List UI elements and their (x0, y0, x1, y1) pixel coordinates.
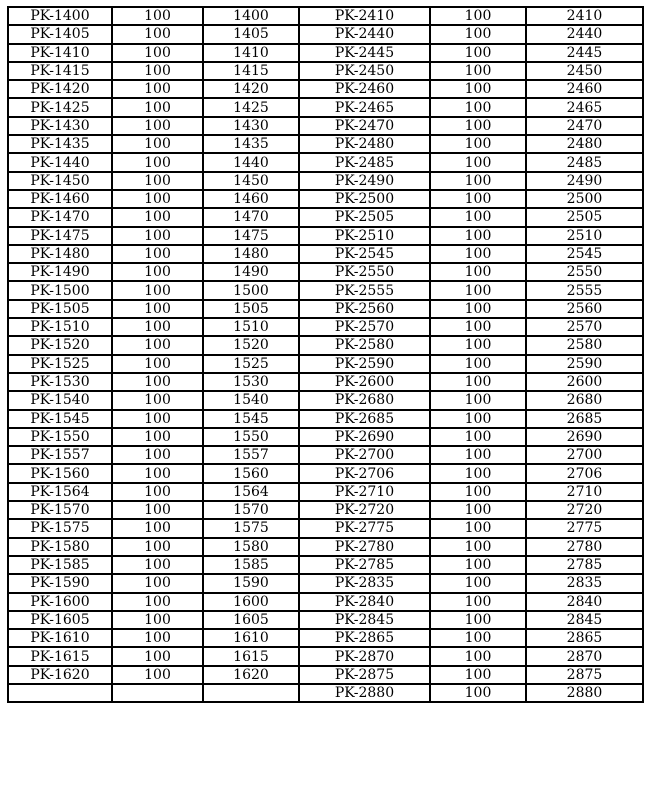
table-cell: 1420 (203, 80, 299, 98)
table-cell: 2875 (526, 666, 643, 684)
table-cell: PK-1530 (8, 373, 112, 391)
table-cell: 100 (112, 7, 203, 25)
table-cell: 2580 (526, 336, 643, 354)
table-cell: 100 (430, 538, 526, 556)
table-cell: 2685 (526, 410, 643, 428)
table-cell: PK-2865 (299, 629, 430, 647)
table-cell: PK-1585 (8, 556, 112, 574)
table-cell: 100 (430, 611, 526, 629)
table-row (8, 62, 643, 80)
table-cell: PK-2880 (299, 684, 430, 702)
table-cell: 100 (430, 410, 526, 428)
table-cell: PK-1557 (8, 446, 112, 464)
table-cell: PK-1490 (8, 263, 112, 281)
table-cell: PK-2450 (299, 62, 430, 80)
table-cell: 2490 (526, 172, 643, 190)
table-cell: 100 (112, 336, 203, 354)
table-cell: PK-2775 (299, 519, 430, 537)
table-cell: 1570 (203, 501, 299, 519)
table-cell: PK-1510 (8, 318, 112, 336)
table-cell: 2545 (526, 245, 643, 263)
table-cell: 1510 (203, 318, 299, 336)
table-cell: PK-1450 (8, 172, 112, 190)
table-row (8, 446, 643, 464)
table-cell: 2600 (526, 373, 643, 391)
table-cell: PK-1405 (8, 25, 112, 43)
table-cell: PK-1575 (8, 519, 112, 537)
table-cell: 100 (112, 208, 203, 226)
table-cell: 1605 (203, 611, 299, 629)
table-cell: 1435 (203, 135, 299, 153)
table-cell: PK-2870 (299, 647, 430, 665)
table-cell: 100 (112, 464, 203, 482)
table-cell: PK-1410 (8, 44, 112, 62)
table-cell: PK-2505 (299, 208, 430, 226)
table-cell: 1490 (203, 263, 299, 281)
table-row (8, 428, 643, 446)
table-cell: 100 (430, 684, 526, 702)
table-row (8, 391, 643, 409)
table-cell: PK-2485 (299, 153, 430, 171)
table-cell: 2550 (526, 263, 643, 281)
table-cell: 100 (112, 446, 203, 464)
table-cell: PK-1610 (8, 629, 112, 647)
table-row (8, 629, 643, 647)
table-cell: PK-2706 (299, 464, 430, 482)
table-cell: 2470 (526, 117, 643, 135)
table-row (8, 666, 643, 684)
table-cell: 100 (430, 647, 526, 665)
table-cell: 2485 (526, 153, 643, 171)
table-cell: 1430 (203, 117, 299, 135)
table-row (8, 336, 643, 354)
table-cell: 100 (112, 98, 203, 116)
table-cell (8, 684, 112, 702)
table-cell: 1405 (203, 25, 299, 43)
table-cell: 100 (430, 172, 526, 190)
table-cell: 100 (430, 135, 526, 153)
table-cell: 2690 (526, 428, 643, 446)
table-cell: 1550 (203, 428, 299, 446)
table-row (8, 373, 643, 391)
table-cell: PK-1480 (8, 245, 112, 263)
table-cell: PK-1475 (8, 227, 112, 245)
table-row (8, 98, 643, 116)
table-cell: 2465 (526, 98, 643, 116)
table-cell: PK-1415 (8, 62, 112, 80)
table-cell: 100 (112, 611, 203, 629)
table-cell: 1410 (203, 44, 299, 62)
table-cell: 2720 (526, 501, 643, 519)
table-cell: 2505 (526, 208, 643, 226)
table-row (8, 7, 643, 25)
table-cell: 2680 (526, 391, 643, 409)
table-cell: PK-2590 (299, 355, 430, 373)
table-cell: 2880 (526, 684, 643, 702)
table-cell: PK-1620 (8, 666, 112, 684)
table-row (8, 593, 643, 611)
table-cell: PK-1440 (8, 153, 112, 171)
table-cell: 2840 (526, 593, 643, 611)
table-cell: 100 (112, 428, 203, 446)
table-cell: PK-1570 (8, 501, 112, 519)
table-cell: 100 (112, 519, 203, 537)
table-row (8, 281, 643, 299)
table-cell: PK-2690 (299, 428, 430, 446)
table-cell: PK-2785 (299, 556, 430, 574)
table-cell: PK-2700 (299, 446, 430, 464)
table-cell: PK-1600 (8, 593, 112, 611)
table-cell: 100 (112, 44, 203, 62)
table-cell: PK-2500 (299, 190, 430, 208)
table-row (8, 135, 643, 153)
table-cell: 100 (430, 245, 526, 263)
table-row (8, 245, 643, 263)
parts-table (7, 6, 644, 703)
table-cell: 1615 (203, 647, 299, 665)
table-cell: 100 (430, 117, 526, 135)
table-cell: 1540 (203, 391, 299, 409)
table-cell: 2845 (526, 611, 643, 629)
table-cell: 100 (112, 410, 203, 428)
table-cell: PK-2875 (299, 666, 430, 684)
table-cell: 100 (112, 263, 203, 281)
table-cell: 2500 (526, 190, 643, 208)
table-cell: PK-2780 (299, 538, 430, 556)
table-row (8, 172, 643, 190)
table-cell: PK-2720 (299, 501, 430, 519)
table-cell: 2450 (526, 62, 643, 80)
table-cell: 100 (430, 80, 526, 98)
table-cell: 1525 (203, 355, 299, 373)
table-cell: 100 (112, 666, 203, 684)
table-cell: 100 (112, 373, 203, 391)
table-row (8, 153, 643, 171)
table-cell: 100 (112, 281, 203, 299)
table-cell: 100 (430, 336, 526, 354)
table-cell: 2440 (526, 25, 643, 43)
table-cell: 2410 (526, 7, 643, 25)
table-cell: 1475 (203, 227, 299, 245)
table-row (8, 574, 643, 592)
table-cell: PK-2600 (299, 373, 430, 391)
table-row (8, 300, 643, 318)
table-cell: 100 (430, 227, 526, 245)
table-cell: 100 (112, 391, 203, 409)
table-row (8, 483, 643, 501)
table-cell: 1557 (203, 446, 299, 464)
table-row (8, 117, 643, 135)
table-cell: PK-1540 (8, 391, 112, 409)
table-cell: PK-1580 (8, 538, 112, 556)
table-cell: PK-1425 (8, 98, 112, 116)
table-cell: 2706 (526, 464, 643, 482)
table-row (8, 44, 643, 62)
table-cell: 100 (430, 391, 526, 409)
table-cell: 100 (430, 446, 526, 464)
table-cell: 100 (112, 300, 203, 318)
table-row (8, 190, 643, 208)
table-cell: 100 (430, 263, 526, 281)
table-cell: 100 (112, 25, 203, 43)
table-cell: PK-1605 (8, 611, 112, 629)
table-cell: 100 (430, 281, 526, 299)
table-cell: 100 (112, 629, 203, 647)
table-cell: 100 (430, 483, 526, 501)
table-cell: 100 (430, 666, 526, 684)
table-row (8, 611, 643, 629)
table-cell: 100 (112, 172, 203, 190)
table-cell: 1564 (203, 483, 299, 501)
table-body (8, 7, 643, 702)
table-cell: 2560 (526, 300, 643, 318)
table-row (8, 410, 643, 428)
table-cell: 1580 (203, 538, 299, 556)
table-cell: 100 (430, 501, 526, 519)
table-cell: 1520 (203, 336, 299, 354)
table-row (8, 647, 643, 665)
table-row (8, 519, 643, 537)
table-cell: 100 (430, 629, 526, 647)
table-cell: PK-2680 (299, 391, 430, 409)
table-cell: 1575 (203, 519, 299, 537)
table-cell: PK-1400 (8, 7, 112, 25)
table-cell: 1590 (203, 574, 299, 592)
table-cell: PK-2490 (299, 172, 430, 190)
table-cell: 100 (430, 208, 526, 226)
table-cell: 1545 (203, 410, 299, 428)
table-cell: 1470 (203, 208, 299, 226)
table-cell: PK-2470 (299, 117, 430, 135)
table-cell: 100 (430, 464, 526, 482)
table-cell: PK-1615 (8, 647, 112, 665)
table-cell: 100 (430, 62, 526, 80)
table-cell: 2460 (526, 80, 643, 98)
table-cell: 2445 (526, 44, 643, 62)
table-cell: 100 (112, 245, 203, 263)
table-cell: 100 (430, 428, 526, 446)
table-cell: 100 (112, 190, 203, 208)
table-cell (203, 684, 299, 702)
table-cell: 100 (430, 373, 526, 391)
table-cell: PK-2570 (299, 318, 430, 336)
table-cell: 1440 (203, 153, 299, 171)
table-cell: PK-2835 (299, 574, 430, 592)
table-cell: 100 (112, 647, 203, 665)
table-cell: 2775 (526, 519, 643, 537)
table-cell: 100 (430, 44, 526, 62)
table-cell: 100 (112, 483, 203, 501)
table-row (8, 355, 643, 373)
table-cell: 1585 (203, 556, 299, 574)
table-row (8, 208, 643, 226)
table-cell: PK-2510 (299, 227, 430, 245)
table-cell: PK-1564 (8, 483, 112, 501)
table-row (8, 684, 643, 702)
table-row (8, 263, 643, 281)
table-row (8, 80, 643, 98)
table-cell: 2780 (526, 538, 643, 556)
table-cell: PK-1505 (8, 300, 112, 318)
table-cell: PK-1500 (8, 281, 112, 299)
table-cell: 100 (112, 318, 203, 336)
table-cell: PK-1460 (8, 190, 112, 208)
table-cell: 100 (112, 80, 203, 98)
table-cell: 2865 (526, 629, 643, 647)
table-cell: PK-2550 (299, 263, 430, 281)
table-cell: 2710 (526, 483, 643, 501)
table-cell: PK-2465 (299, 98, 430, 116)
table-cell: 100 (430, 300, 526, 318)
table-cell: 2870 (526, 647, 643, 665)
table-cell: PK-1545 (8, 410, 112, 428)
table-cell: 2510 (526, 227, 643, 245)
table-cell: 1620 (203, 666, 299, 684)
table-cell: 1460 (203, 190, 299, 208)
table-cell: PK-1430 (8, 117, 112, 135)
table-cell: PK-2840 (299, 593, 430, 611)
table-row (8, 464, 643, 482)
table-cell: PK-1470 (8, 208, 112, 226)
table-cell: 1560 (203, 464, 299, 482)
table-cell: 1480 (203, 245, 299, 263)
table-cell: PK-2845 (299, 611, 430, 629)
table-cell: 1400 (203, 7, 299, 25)
table-row (8, 556, 643, 574)
table-cell: 100 (430, 7, 526, 25)
table-row (8, 318, 643, 336)
table-cell: 1500 (203, 281, 299, 299)
table-cell: 2700 (526, 446, 643, 464)
table-cell: 100 (430, 153, 526, 171)
table-cell: 100 (112, 593, 203, 611)
table-cell: 100 (430, 355, 526, 373)
table-cell: 2590 (526, 355, 643, 373)
table-cell: PK-1560 (8, 464, 112, 482)
table-cell: 100 (430, 25, 526, 43)
table-cell: PK-2555 (299, 281, 430, 299)
table-cell: 1610 (203, 629, 299, 647)
table-cell: PK-1525 (8, 355, 112, 373)
table-row (8, 501, 643, 519)
table-cell: 2835 (526, 574, 643, 592)
table-cell: 100 (112, 355, 203, 373)
table-cell: PK-2460 (299, 80, 430, 98)
table-cell: 2555 (526, 281, 643, 299)
table-cell: 2480 (526, 135, 643, 153)
table-cell: PK-2560 (299, 300, 430, 318)
table-cell: 1505 (203, 300, 299, 318)
table-cell: PK-2545 (299, 245, 430, 263)
table-cell: PK-1420 (8, 80, 112, 98)
table-cell: PK-1590 (8, 574, 112, 592)
table-cell: 100 (112, 227, 203, 245)
table-cell: 1600 (203, 593, 299, 611)
table-cell: 2785 (526, 556, 643, 574)
table-cell: 100 (112, 538, 203, 556)
table-cell: 100 (112, 135, 203, 153)
table-cell: 100 (112, 117, 203, 135)
table-cell: PK-2440 (299, 25, 430, 43)
table-cell: PK-1435 (8, 135, 112, 153)
table-cell: PK-1520 (8, 336, 112, 354)
table-cell: 1425 (203, 98, 299, 116)
table-cell: PK-2410 (299, 7, 430, 25)
table-cell: 100 (430, 593, 526, 611)
table-cell: 1450 (203, 172, 299, 190)
table-cell: PK-2685 (299, 410, 430, 428)
table-cell: 100 (112, 153, 203, 171)
table-cell: PK-2480 (299, 135, 430, 153)
table-cell: PK-1550 (8, 428, 112, 446)
table-cell: 100 (430, 574, 526, 592)
table-cell (112, 684, 203, 702)
table-row (8, 227, 643, 245)
table-row (8, 538, 643, 556)
table-cell: 100 (112, 62, 203, 80)
table-cell: 100 (430, 556, 526, 574)
table-cell: PK-2580 (299, 336, 430, 354)
table-cell: 100 (430, 318, 526, 336)
table-cell: PK-2445 (299, 44, 430, 62)
table-cell: 100 (430, 519, 526, 537)
table-cell: 1530 (203, 373, 299, 391)
table-cell: 100 (430, 98, 526, 116)
table-cell: 1415 (203, 62, 299, 80)
table-cell: 100 (112, 574, 203, 592)
table-cell: 2570 (526, 318, 643, 336)
table-cell: PK-2710 (299, 483, 430, 501)
table-row (8, 25, 643, 43)
table-cell: 100 (430, 190, 526, 208)
table-cell: 100 (112, 556, 203, 574)
table-cell: 100 (112, 501, 203, 519)
